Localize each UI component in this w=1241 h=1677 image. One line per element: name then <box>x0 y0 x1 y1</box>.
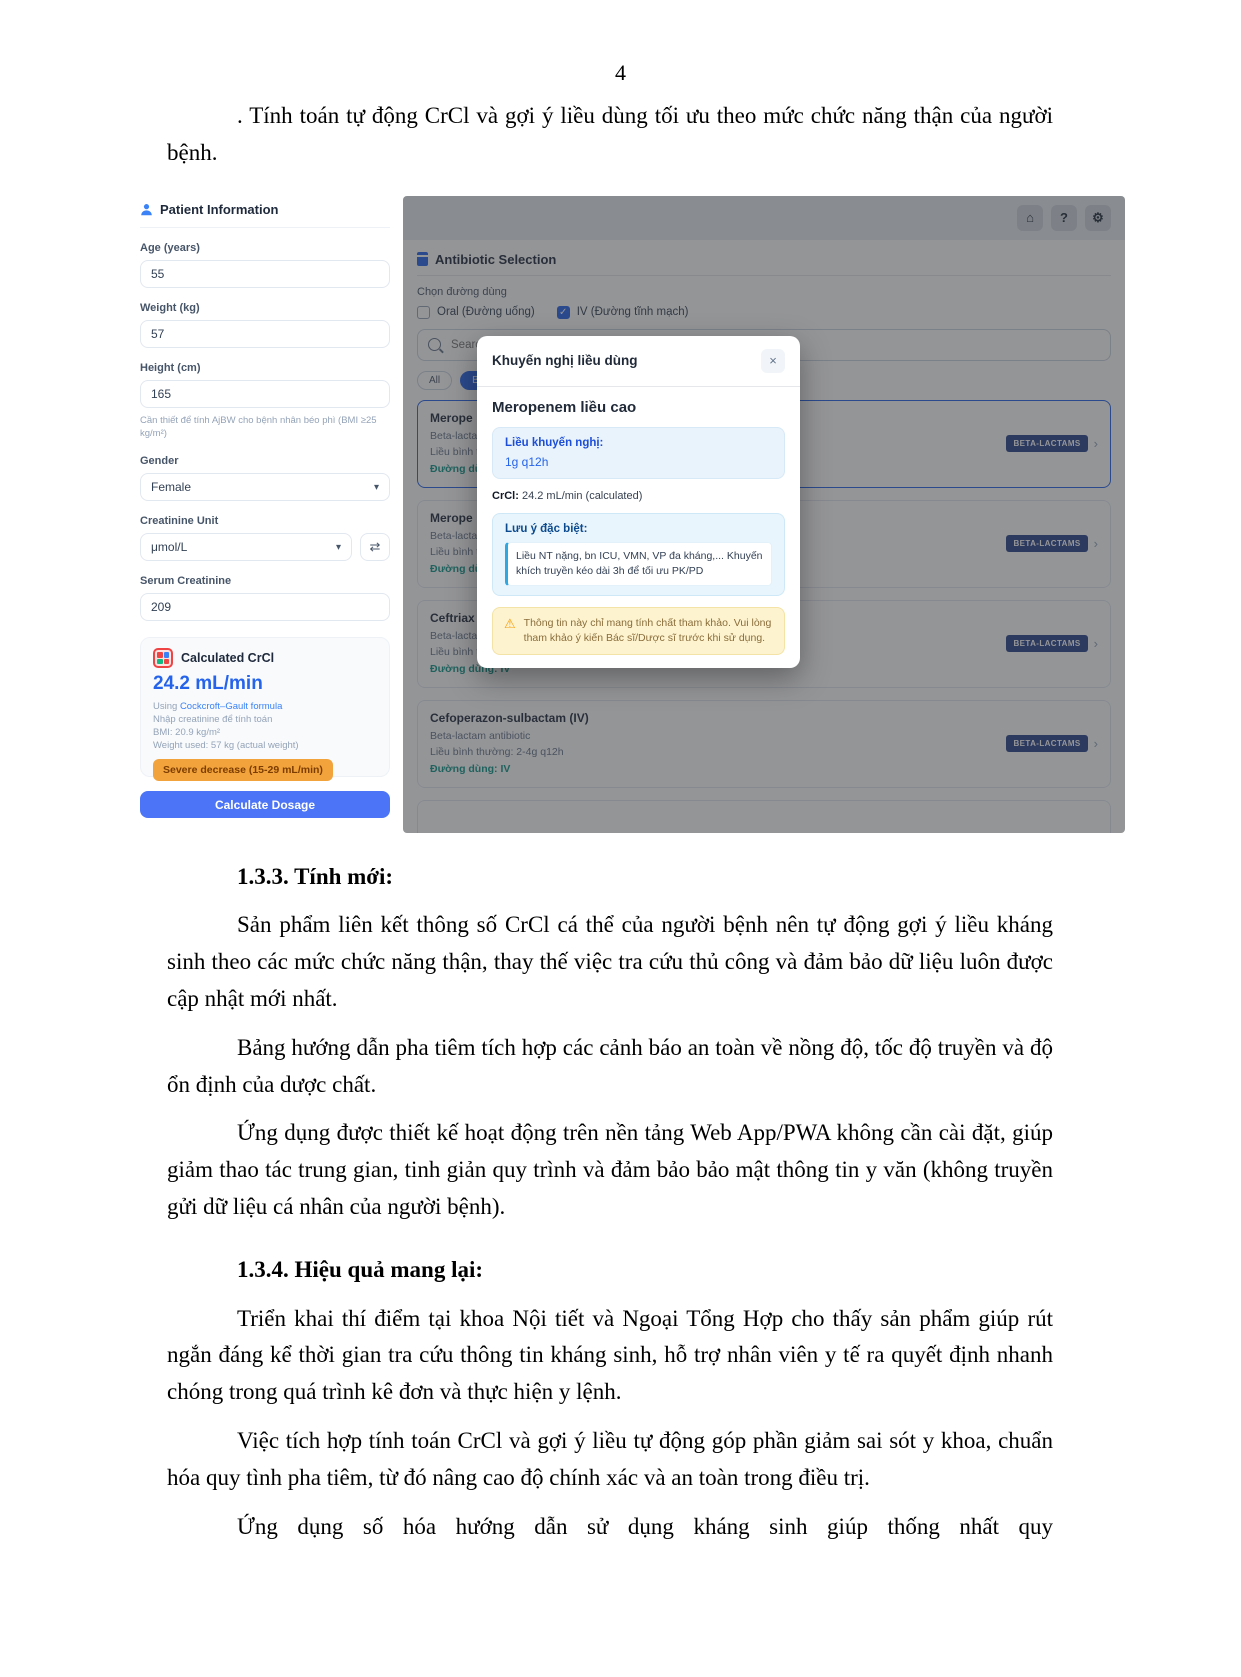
creatinine-unit-select[interactable] <box>140 533 352 561</box>
weight-input[interactable] <box>140 320 390 348</box>
dosage-recommendation-modal <box>477 336 800 668</box>
intro-paragraph: . Tính toán tự động CrCl và gợi ý liều dùng tối ưu theo mức chức năng thận của người bệnh. <box>167 103 1053 165</box>
modal-title: Khuyến nghị liều dùng <box>492 353 638 369</box>
calculate-dosage-button[interactable]: Calculate Dosage <box>140 791 390 818</box>
gender-value: Female <box>151 480 192 495</box>
section-paragraph: Triển khai thí điểm tại khoa Nội tiết và Ngoại Tổng Hợp cho thấy sản phẩm giúp rút ngắn đáng kể thời gian tra cứu thông tin kháng sinh, hỗ trợ nhân viên y tế ra quyết định nhanh chóng trong quá trình kê đơn và thực hiện y lệnh. <box>167 1305 1053 1405</box>
section-paragraph: Sản phẩm liên kết thông số CrCl cá thể của người bệnh nên tự động gợi ý liều kháng sinh theo các mức chức năng thận, thay thế việc tra cứu thủ công và đảm bảo dữ liệu luôn được cập nhật mới nhất. <box>167 912 1053 1011</box>
dose-value: 1g q12h <box>505 454 549 469</box>
section-paragraph: Việc tích hợp tính toán CrCl và gợi ý liều tự động góp phần giảm sai sót y khoa, chuẩn hóa quy tình pha tiêm, từ đó nâng cao độ chính xác và an toàn trong điều trị. <box>167 1427 1053 1490</box>
antibiotic-app-area <box>403 196 1125 833</box>
app-screenshot <box>140 196 1125 833</box>
weight-label: Weight (kg) <box>140 301 200 314</box>
person-icon <box>140 203 153 216</box>
recommended-dose-box <box>492 427 785 479</box>
chevron-down-icon: ▾ <box>335 541 341 553</box>
section-paragraph: Bảng hướng dẫn pha tiêm tích hợp các cảnh báo an toàn về nồng độ, tốc độ truyền và độ ổn định của dược chất. <box>167 1034 1053 1097</box>
modal-crcl-line <box>492 490 785 502</box>
chevron-down-icon: ▾ <box>373 481 379 493</box>
patient-information-panel <box>140 196 390 833</box>
serum-creatinine-input[interactable] <box>140 593 390 621</box>
special-note-box <box>492 513 785 596</box>
crcl-formula-prefix: Using <box>153 701 180 713</box>
crcl-card-title: Calculated CrCl <box>181 651 275 666</box>
crcl-bmi-line: BMI: 20.9 kg/m² <box>153 726 221 738</box>
disclaimer-text: Thông tin này chỉ mang tính chất tham khảo. Vui lòng tham khảo ý kiến Bác sĩ/Dược sĩ trước khi sử dụng. <box>523 617 772 645</box>
section-heading: 1.3.4. Hiệu quả mang lại: <box>237 1256 484 1282</box>
height-label: Height (cm) <box>140 361 201 374</box>
disclaimer-box <box>492 607 785 655</box>
serum-creatinine-label: Serum Creatinine <box>140 575 232 588</box>
section-paragraph: Ứng dụng số hóa hướng dẫn sử dụng kháng sinh giúp thống nhất quy <box>237 1513 1053 1539</box>
close-icon: × <box>769 353 777 369</box>
crcl-note-line: Nhập creatinine để tính toán <box>153 713 273 725</box>
unit-swap-button[interactable] <box>360 533 390 561</box>
gender-select[interactable] <box>140 473 390 501</box>
page-number: 4 <box>615 60 626 85</box>
height-help-text: Cần thiết để tính AjBW cho bệnh nhân béo phì (BMI ≥25 kg/m²) <box>140 414 377 440</box>
special-note-label: Lưu ý đặc biệt: <box>505 522 588 535</box>
crcl-formula-line <box>153 701 377 714</box>
creatinine-unit-label: Creatinine Unit <box>140 515 219 528</box>
calculated-crcl-card <box>140 637 390 777</box>
patient-information-title: Patient Information <box>160 201 279 217</box>
section-paragraph: Ứng dụng được thiết kế hoạt động trên nền tảng Web App/PWA không cần cài đặt, giúp giảm thao tác trung gian, tinh giản quy trình và đảm bảo bảo mật thông tin y văn (không truyền gửi dữ liệu cá nhân của người bệnh). <box>167 1120 1053 1219</box>
crcl-weight-line: Weight used: 57 kg (actual weight) <box>153 739 299 751</box>
age-label: Age (years) <box>140 241 200 254</box>
crcl-formula-link[interactable]: Cockcroft–Gault formula <box>179 701 283 713</box>
section-heading: 1.3.3. Tính mới: <box>237 863 394 889</box>
modal-crcl-value: 24.2 mL/min (calculated) <box>518 489 643 502</box>
crcl-value: 24.2 mL/min <box>153 673 263 695</box>
height-input[interactable] <box>140 380 390 408</box>
severity-badge: Severe decrease (15-29 mL/min) <box>153 759 333 781</box>
gender-label: Gender <box>140 455 179 468</box>
warning-icon: ⚠ <box>504 616 516 632</box>
dose-label: Liều khuyến nghị: <box>505 436 604 449</box>
close-button[interactable] <box>761 349 785 373</box>
creatinine-unit-value: μmol/L <box>151 540 188 555</box>
age-input[interactable] <box>140 260 390 288</box>
swap-icon: ⇄ <box>369 539 381 555</box>
modal-crcl-label: CrCl: <box>492 489 519 502</box>
calculator-icon <box>153 648 173 668</box>
patient-information-header <box>140 202 390 228</box>
modal-drug-title: Meropenem liều cao <box>492 398 637 416</box>
special-note-text: Liều NT nặng, bn ICU, VMN, VP đa kháng,... Khuyến khích truyền kéo dài 3h để tối ưu PK/PD <box>505 542 772 586</box>
